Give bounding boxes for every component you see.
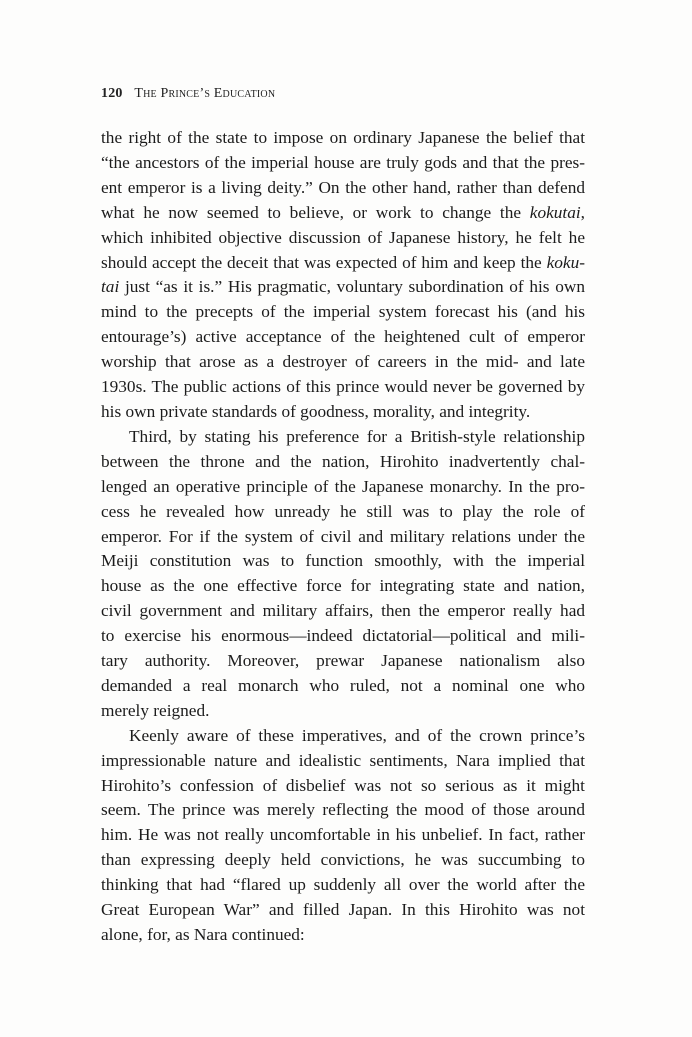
paragraph (101, 126, 585, 425)
text-line: than expressing deeply held convictions, he was succumbing to (101, 850, 585, 870)
text-line: lenged an operative principle of the Japanese monarchy. In the pro- (101, 476, 585, 496)
text-line: entourage’s) active acceptance of the heightened cult of emperor (101, 327, 585, 347)
text-line: tary authority. Moreover, prewar Japanese nationalism also (101, 651, 585, 671)
text-line: thinking that had “flared up suddenly all over the world after the (101, 875, 585, 895)
text-line: what he now seemed to believe, or work to change the kokutai, (101, 202, 585, 222)
text-line: Keenly aware of these imperatives, and of the crown prince’s (129, 725, 585, 745)
running-head (101, 86, 275, 102)
page-number: 120 (101, 86, 123, 101)
text-line: between the throne and the nation, Hirohito inadvertently chal- (101, 451, 585, 471)
italic-term: koku- (546, 252, 585, 272)
text-line: should accept the deceit that was expected of him and keep the koku- (101, 252, 585, 272)
body-text (101, 126, 585, 948)
text-line: cess he revealed how unready he still was to play the role of (101, 501, 585, 521)
text-line: Hirohito’s confession of disbelief was not so serious as it might (101, 775, 585, 795)
italic-term: tai (101, 277, 120, 297)
text-line: to exercise his enormous—indeed dictatorial—political and mili- (101, 626, 585, 646)
text-line: merely reigned. (101, 700, 210, 720)
text-line: Great European War” and filled Japan. In this Hirohito was not (101, 900, 585, 920)
text-line: which inhibited objective discussion of Japanese history, he felt he (101, 227, 585, 247)
text-line: “the ancestors of the imperial house are truly gods and that the pres- (101, 152, 585, 172)
text-line: ent emperor is a living deity.” On the other hand, rather than defend (101, 177, 585, 197)
text-line: Meiji constitution was to function smoothly, with the imperial (101, 551, 585, 571)
text-line: house as the one effective force for integrating state and nation, (101, 576, 585, 596)
text-line: seem. The prince was merely reflecting the mood of those around (101, 800, 585, 820)
paragraph (101, 724, 585, 948)
chapter-title: The Prince’s Education (134, 86, 276, 101)
text-line: demanded a real monarch who ruled, not a nominal one who (101, 675, 585, 695)
text-line: emperor. For if the system of civil and military relations under the (101, 526, 585, 546)
text-line: the right of the state to impose on ordinary Japanese the belief that (101, 128, 585, 147)
text-line: worship that arose as a destroyer of careers in the mid- and late (101, 352, 585, 372)
text-line: tai just “as it is.” His pragmatic, voluntary subordination of his own (101, 277, 585, 297)
text-line: impressionable nature and idealistic sentiments, Nara implied that (101, 750, 585, 770)
text-line: 1930s. The public actions of this prince would never be governed by (101, 377, 585, 397)
text-line: his own private standards of goodness, morality, and integrity. (101, 401, 531, 421)
paragraph (101, 425, 585, 724)
text-line: Third, by stating his preference for a British-style relationship (129, 426, 585, 446)
text-line: mind to the precepts of the imperial system forecast his (and his (101, 302, 585, 322)
text-line: civil government and military affairs, then the emperor really had (101, 601, 585, 621)
italic-term: kokutai (529, 202, 581, 222)
text-line: him. He was not really uncomfortable in his unbelief. In fact, rather (101, 825, 585, 845)
text-line: alone, for, as Nara continued: (101, 925, 305, 944)
